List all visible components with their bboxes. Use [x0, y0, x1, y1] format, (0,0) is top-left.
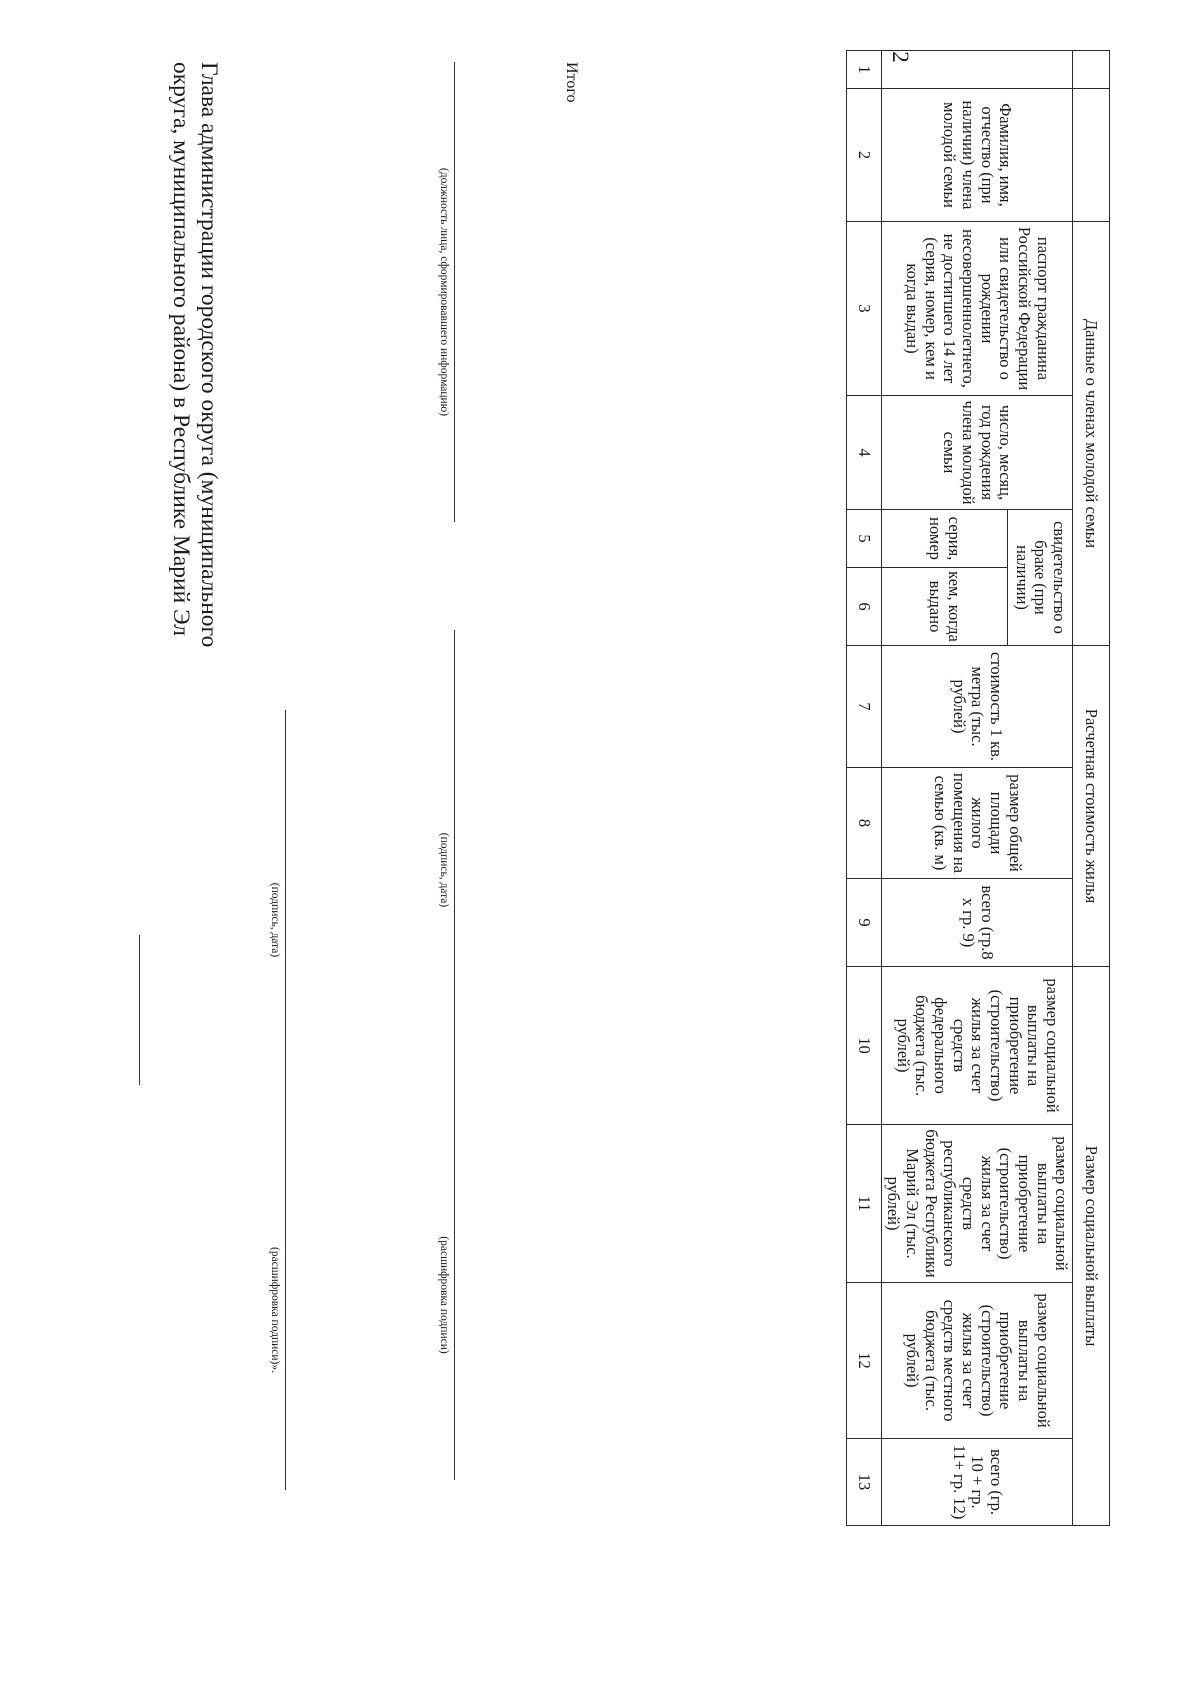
signature-caption-2: (подпись, дата)	[269, 882, 281, 958]
header-blank-name	[1073, 89, 1110, 222]
decryption-caption-2: (расшифровка подписи)».	[269, 1246, 281, 1374]
column-number: 9	[847, 879, 882, 967]
column-number: 4	[847, 396, 882, 510]
position-caption: (должность лица, сформировавшего информацию)	[438, 167, 450, 417]
decryption-line-2	[285, 1130, 286, 1490]
decryption-caption-1: (расшифровка подписи)	[438, 1236, 450, 1354]
column-number: 6	[847, 568, 882, 646]
header-passport: паспорт гражданина Российской Федерации или свидетельство о рождении несовершеннолетнего, не достигшего 14 лет (серия, номер, кем и когда выдан)	[882, 222, 1073, 396]
header-area: размер общей площади жилого помещения на семью (кв. м)	[882, 768, 1073, 879]
column-number: 8	[847, 768, 882, 879]
page-number: 2	[887, 51, 913, 63]
column-number: 12	[847, 1283, 882, 1439]
header-housing-cost: Расчетная стоимость жилья	[1073, 646, 1110, 967]
decryption-line-1	[454, 1110, 455, 1480]
header-federal-payment: размер социальной выплаты на приобретение (строительство) жилья за счет средств федерального бюджета (тыс. рублей)	[882, 967, 1073, 1125]
header-blank	[1073, 51, 1110, 89]
header-total-cost: всего (гр.8 x гр. 9)	[882, 879, 1073, 967]
signature-caption-1: (подпись, дата)	[438, 832, 450, 908]
column-number: 5	[847, 510, 882, 568]
column-number: 13	[847, 1439, 882, 1526]
header-family-data: Данные о членах молодой семьи	[1073, 222, 1110, 646]
header-series-number: серия, номер	[882, 510, 1008, 568]
column-number: 7	[847, 646, 882, 768]
column-number: 11	[847, 1125, 882, 1283]
column-number: 2	[847, 89, 882, 222]
landscape-page	[0, 50, 1110, 1650]
total-label: Итого	[563, 62, 580, 103]
signature-line-2	[285, 710, 286, 1130]
column-number: 1	[847, 51, 882, 89]
header-payment-total: всего (гр. 10 + гр. 11+ гр. 12)	[882, 1439, 1073, 1526]
header-cost-per-sqm: стоимость 1 кв. метра (тыс. рублей)	[882, 646, 1073, 768]
header-local-payment: размер социальной выплаты на приобретение (строительство) жилья за счет средств местного бюджета (тыс. рублей)	[882, 1283, 1073, 1439]
signature-line-1	[454, 630, 455, 1110]
header-birth-date: число, месяц, год рождения члена молодой семьи	[882, 396, 1073, 510]
family-payment-table	[846, 50, 1110, 1526]
head-of-administration-title: Глава администрации городского округа (муниципального округа, муниципального района) в Республике Марий Эл	[168, 62, 222, 648]
header-republic-payment: размер социальной выплаты на приобретение (строительство) жилья за счет средств республиканского бюджета Республики Марий Эл (тыс. рублей)	[882, 1125, 1073, 1283]
header-number-blank	[882, 51, 1073, 89]
column-number: 3	[847, 222, 882, 396]
header-social-payment: Размер социальной выплаты	[1073, 967, 1110, 1526]
header-full-name: Фамилия, имя, отчество (при наличии) члена молодой семьи	[882, 89, 1073, 222]
column-number: 10	[847, 967, 882, 1125]
header-issued-by: кем, когда выдано	[882, 568, 1008, 646]
separator-line	[139, 935, 140, 1085]
header-marriage-cert: свидетельство о браке (при наличии)	[1008, 510, 1073, 646]
position-line	[454, 62, 455, 522]
